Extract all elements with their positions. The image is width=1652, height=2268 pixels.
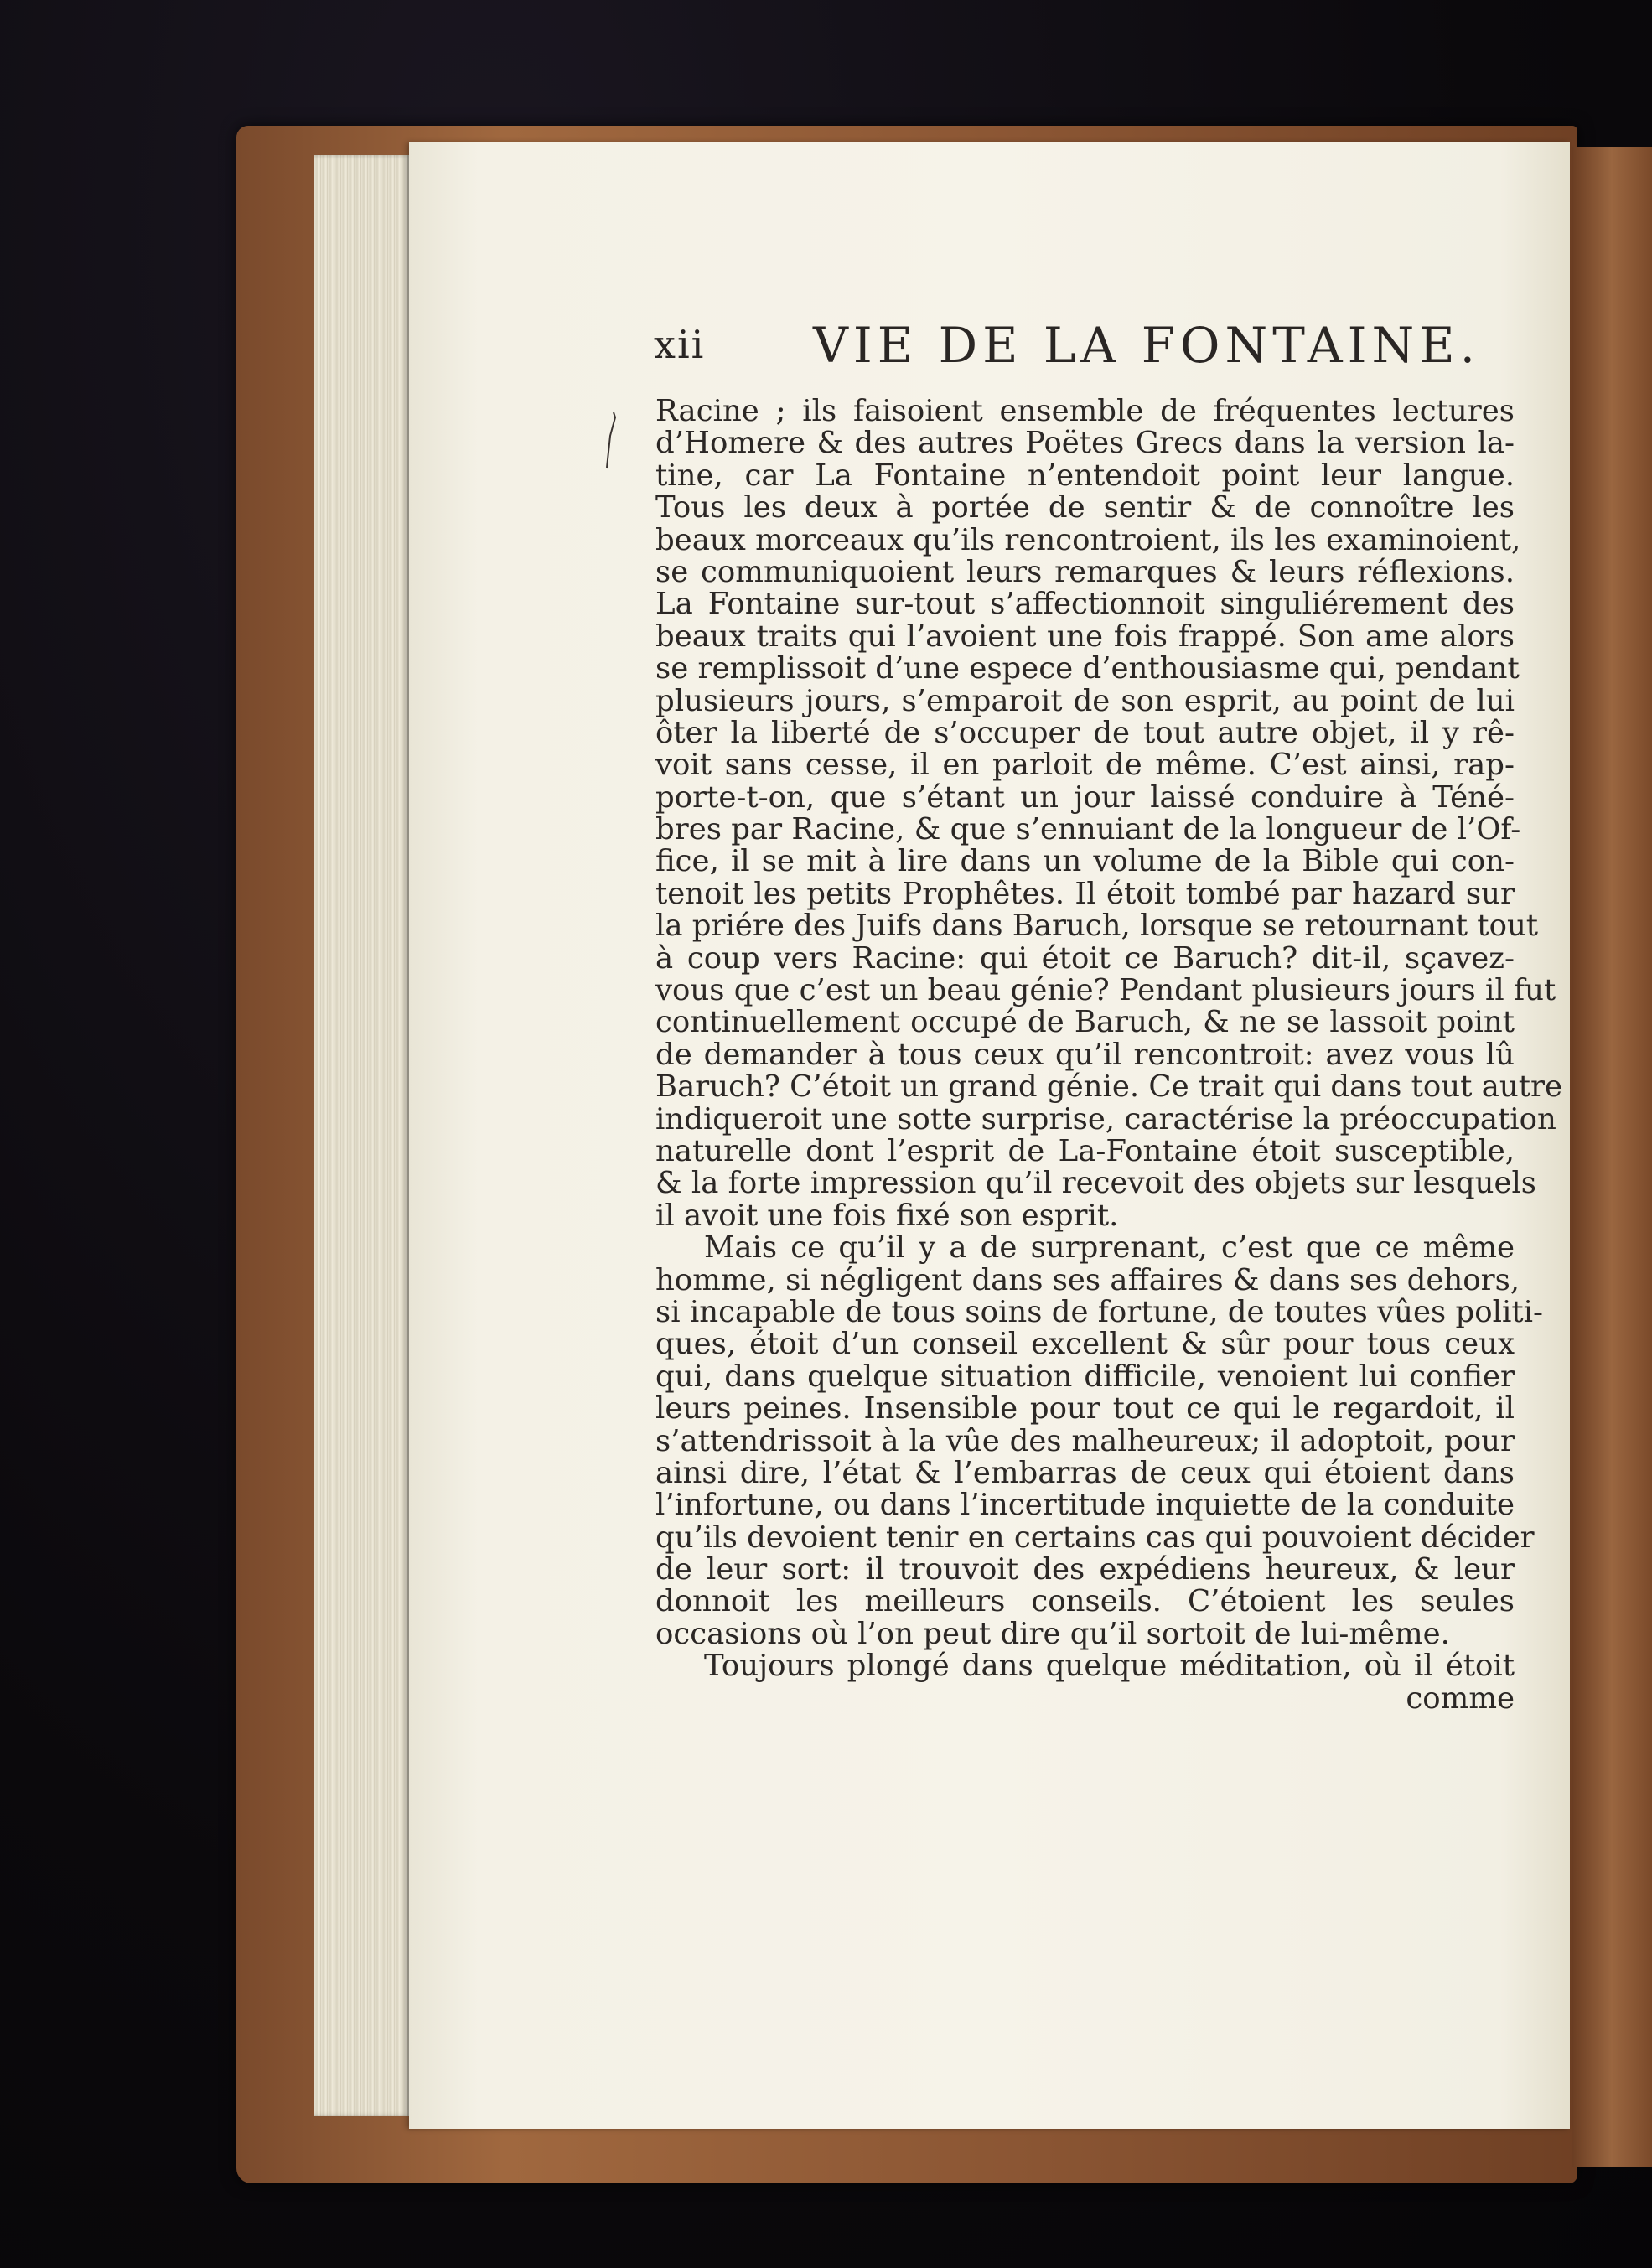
text-line: vous que c’est un beau génie? Pendant plusieurs jours il fut [655, 973, 1556, 1008]
text-line: s’attendrissoit à la vûe des malheureux; il adoptoit, pour [655, 1423, 1515, 1458]
text-line: de leur sort: il trouvoit des expédiens heureux, & leur [655, 1552, 1515, 1587]
text-line: donnoit les meilleurs conseils. C’étoient les seules [655, 1584, 1515, 1619]
text-line: Tous les deux à portée de sentir & de connoître les [655, 490, 1515, 526]
text-line: ôter la liberté de s’occuper de tout autre objet, il y rê- [655, 715, 1515, 750]
catchword: comme [1406, 1680, 1515, 1716]
text-line: continuellement occupé de Baruch, & ne se lassoit point [655, 1005, 1515, 1040]
text-line: leurs peines. Insensible pour tout ce qui le regardoit, il [655, 1391, 1515, 1427]
text-line: se communiquoient leurs remarques & leurs réflexions. [655, 554, 1515, 589]
text-line: fice, il se mit à lire dans un volume de la Bible qui con- [655, 844, 1515, 879]
text-line: qu’ils devoient tenir en certains cas qui pouvoient décider [655, 1520, 1535, 1555]
page-number: xii [654, 322, 706, 367]
text-line: plusieurs jours, s’emparoit de son esprit, au point de lui [655, 683, 1515, 718]
book-cover-edge [1572, 147, 1652, 2167]
text-line: il avoit une fois fixé son esprit. [655, 1198, 1119, 1233]
text-line: La Fontaine sur-tout s’affectionnoit singuliérement des [655, 587, 1515, 622]
text-line: bres par Racine, & que s’ennuiant de la longueur de l’Of- [655, 812, 1521, 847]
text-line: beaux traits qui l’avoient une fois frappé. Son ame alors [655, 619, 1515, 654]
margin-pencil-mark [602, 411, 619, 469]
text-line: indiqueroit une sotte surprise, caractérise la préoccupation [655, 1101, 1556, 1137]
text-line: d’Homere & des autres Poëtes Grecs dans la version la- [655, 426, 1515, 461]
text-line: naturelle dont l’esprit de La-Fontaine étoit susceptible, [655, 1133, 1515, 1168]
text-line: Toujours plongé dans quelque méditation, où il étoit [704, 1649, 1515, 1684]
text-line: à coup vers Racine: qui étoit ce Baruch? dit-il, sçavez- [655, 940, 1515, 976]
text-line: beaux morceaux qu’ils rencontroient, ils les examinoient, [655, 522, 1521, 557]
text-line: homme, si négligent dans ses affaires & dans ses dehors, [655, 1262, 1520, 1297]
text-line: occasions où l’on peut dire qu’il sortoit de lui-même. [655, 1616, 1450, 1651]
text-line: tine, car La Fontaine n’entendoit point leur langue. [655, 458, 1515, 493]
text-line: la priére des Juifs dans Baruch, lorsque se retournant tout [655, 909, 1539, 944]
text-line: si incapable de tous soins de fortune, de toutes vûes politi- [655, 1294, 1543, 1329]
page-header [654, 317, 1500, 375]
text-line: Baruch? C’étoit un grand génie. Ce trait qui dans tout autre [655, 1069, 1562, 1105]
text-line: porte-t-on, que s’étant un jour laissé conduire à Téné- [655, 779, 1515, 815]
text-line: voit sans cesse, il en parloit de même. C’est ainsi, rap- [655, 748, 1515, 783]
text-line: de demander à tous ceux qu’il rencontroit: avez vous lû [655, 1037, 1515, 1072]
text-line: se remplissoit d’une espece d’enthousiasme qui, pendant [655, 651, 1520, 686]
text-line: Racine ; ils faisoient ensemble de fréquentes lectures [655, 394, 1515, 428]
text-line: qui, dans quelque situation difficile, venoient lui confier [655, 1359, 1515, 1394]
text-line: ques, étoit d’un conseil excellent & sûr pour tous ceux [655, 1327, 1515, 1362]
running-title: VIE DE LA FONTAINE. [813, 317, 1481, 374]
text-line: l’infortune, ou dans l’incertitude inquiette de la conduite [655, 1488, 1515, 1523]
text-line: tenoit les petits Prophêtes. Il étoit tombé par hazard sur [655, 876, 1515, 911]
text-line: ainsi dire, l’état & l’embarras de ceux qui étoient dans [655, 1455, 1515, 1490]
page-edges [314, 155, 411, 2116]
text-line: & la forte impression qu’il recevoit des objets sur lesquels [655, 1166, 1537, 1201]
text-line: Mais ce qu’il y a de surprenant, c’est que ce même [704, 1230, 1515, 1266]
body-text [655, 394, 1562, 1716]
